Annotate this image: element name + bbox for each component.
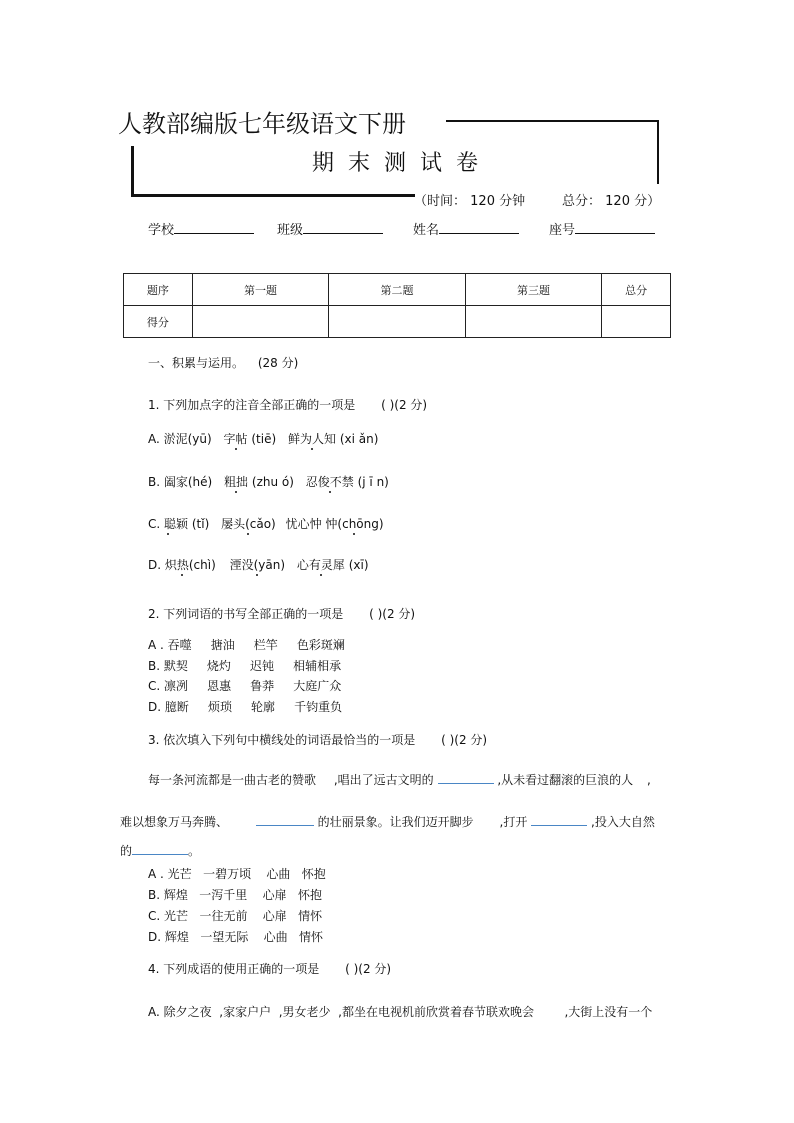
q3-stem-line <box>148 731 487 748</box>
q1a-prefix: A. 淤泥(yū) <box>148 432 212 446</box>
q1-stem: 1. 下列加点字的注音全部正确的一项是 <box>148 398 356 412</box>
q1-option-d <box>148 556 369 573</box>
q4-stem-line <box>148 960 391 977</box>
q2-option-a: A . 吞噬 搪油 栏竿 色彩斑斓 <box>148 638 345 652</box>
score-cell-q1[interactable] <box>192 306 328 338</box>
score-cell-q2[interactable] <box>329 306 465 338</box>
school-label: 学校 <box>148 223 175 238</box>
q4-paren: ( )(2 分) <box>345 962 392 976</box>
q2-stem: 2. 下列词语的书写全部正确的一项是 <box>148 607 344 621</box>
q1c-prefix: C. 聪颖 <box>148 517 189 531</box>
exam-score-label <box>562 190 660 209</box>
score-value: 120 分） <box>605 194 661 209</box>
header-bottom-rule <box>131 194 415 197</box>
q3-blank3[interactable] <box>531 813 587 826</box>
seat-label: 座号 <box>549 223 576 238</box>
q3-passage-line1 <box>148 771 651 788</box>
q3-p1a: 每一条河流都是一曲古老的赞歌 <box>148 773 317 787</box>
q1-option-a <box>148 430 378 447</box>
q1d-d: (xī) <box>348 558 369 572</box>
school-field <box>148 219 254 238</box>
time-value: 120 分钟 <box>470 194 526 209</box>
score-row-label: 得分 <box>124 306 193 338</box>
q1-option-c <box>148 515 384 532</box>
name-label: 姓名 <box>413 223 440 238</box>
q3-p2b: 的壮丽景象。让我们迈开脚步 <box>317 815 474 829</box>
q1-option-b <box>148 473 389 490</box>
header-cell-q2: 第二题 <box>329 274 465 306</box>
q1a-c: (tiē) <box>251 432 277 446</box>
q1-paren: ( )(2 分) <box>381 398 428 412</box>
q3-p3a: 的 <box>120 844 133 858</box>
seat-field <box>549 219 655 238</box>
exam-name: 期末测试卷 <box>312 151 493 176</box>
q1b-prefix: B. 阖家(hé) <box>148 475 213 489</box>
q1-stem-line <box>148 396 427 413</box>
q1c-d: 忧心忡 <box>285 517 322 531</box>
q3-paren: ( )(2 分) <box>441 733 488 747</box>
q3-stem: 3. 依次填入下列句中横线处的词语最恰当的一项是 <box>148 733 416 747</box>
q1a-e: (xi ǎn) <box>339 432 379 446</box>
class-field <box>277 219 383 238</box>
q1a-b: 字帖 <box>223 432 248 446</box>
header-top-rule <box>446 120 658 122</box>
exam-time-label <box>414 190 525 209</box>
header-left-rule <box>131 146 134 196</box>
q1b-b: 粗拙 <box>224 475 249 489</box>
header-cell-order: 题序 <box>124 274 193 306</box>
class-blank[interactable] <box>303 219 383 234</box>
header-cell-q3: 第三题 <box>465 274 601 306</box>
q1b-d: 忍俊不禁 <box>305 475 354 489</box>
q1a-d: 鲜为人知 <box>288 432 337 446</box>
q2-option-d: D. 臆断 烦琐 轮廓 千钧重负 <box>148 700 343 714</box>
q4-option-a: A. 除夕之夜 ,家家户户 ,男女老少 ,都坐在电视机前欣赏着春节联欢晚会 ,大街上没有一个 <box>148 1005 653 1019</box>
name-blank[interactable] <box>439 219 519 234</box>
q3-p1d: , <box>646 773 651 787</box>
q1c-c: 屡头(cǎo) <box>221 517 276 531</box>
q3-blank1[interactable] <box>438 771 494 784</box>
seat-blank[interactable] <box>575 219 655 234</box>
q4-stem: 4. 下列成语的使用正确的一项是 <box>148 962 320 976</box>
q1c-b: (tǐ) <box>191 517 210 531</box>
q3-passage-line2 <box>120 813 655 830</box>
name-field <box>413 219 519 238</box>
q2-option-c: C. 凛冽 恩惠 鲁莽 大庭广众 <box>148 679 342 693</box>
score-cell-q3[interactable] <box>465 306 601 338</box>
section1-title: 一、积累与运用。 <box>148 356 245 370</box>
q3-blank2[interactable] <box>256 813 314 826</box>
section1-points: (28 分) <box>257 356 299 370</box>
header-cell-total: 总分 <box>602 274 671 306</box>
q3-p3b: 。 <box>188 844 201 858</box>
q3-p2c: ,打开 <box>499 815 528 829</box>
q1b-e: (j ī n) <box>357 475 389 489</box>
q2-stem-line <box>148 605 415 622</box>
q3-p1c: ,从未看过翻滚的巨浪的人 <box>497 773 634 787</box>
q3-blank4[interactable] <box>132 842 188 855</box>
q3-option-a: A . 光芒 一碧万顷 心曲 怀抱 <box>148 867 326 881</box>
q1c-e: 忡(chōng) <box>325 517 384 531</box>
section1-heading <box>148 354 298 371</box>
q1b-c: (zhu ó) <box>251 475 294 489</box>
header-right-rule <box>657 120 659 184</box>
q2-paren: ( )(2 分) <box>369 607 416 621</box>
q1d-b: 湮没(yān) <box>229 558 286 572</box>
time-label: （时间： <box>414 194 467 209</box>
score-table-score-row <box>124 306 671 338</box>
school-blank[interactable] <box>174 219 254 234</box>
q3-p1b: ,唱出了远古文明的 <box>333 773 434 787</box>
q3-p2d: ,投入大自然 <box>591 815 655 829</box>
header-cell-q1: 第一题 <box>192 274 328 306</box>
q1d-c: 心有灵犀 <box>296 558 345 572</box>
q3-p2a: 难以想象万马奔腾、 <box>120 815 229 829</box>
q3-option-c: C. 光芒 一往无前 心扉 情怀 <box>148 909 323 923</box>
q3-option-b: B. 辉煌 一泻千里 心扉 怀抱 <box>148 888 323 902</box>
q2-option-b: B. 默契 烧灼 迟钝 相辅相承 <box>148 659 342 673</box>
score-cell-total[interactable] <box>602 306 671 338</box>
q1d-prefix: D. 炽热(chì) <box>148 558 216 572</box>
q3-passage-line3 <box>120 842 200 859</box>
textbook-title: 人教部编版七年级语文下册 <box>118 110 406 138</box>
q3-option-d: D. 辉煌 一望无际 心曲 情怀 <box>148 930 324 944</box>
score-label: 总分： <box>562 194 602 209</box>
score-table-header-row <box>124 274 671 306</box>
class-label: 班级 <box>277 223 304 238</box>
score-table <box>123 273 671 338</box>
